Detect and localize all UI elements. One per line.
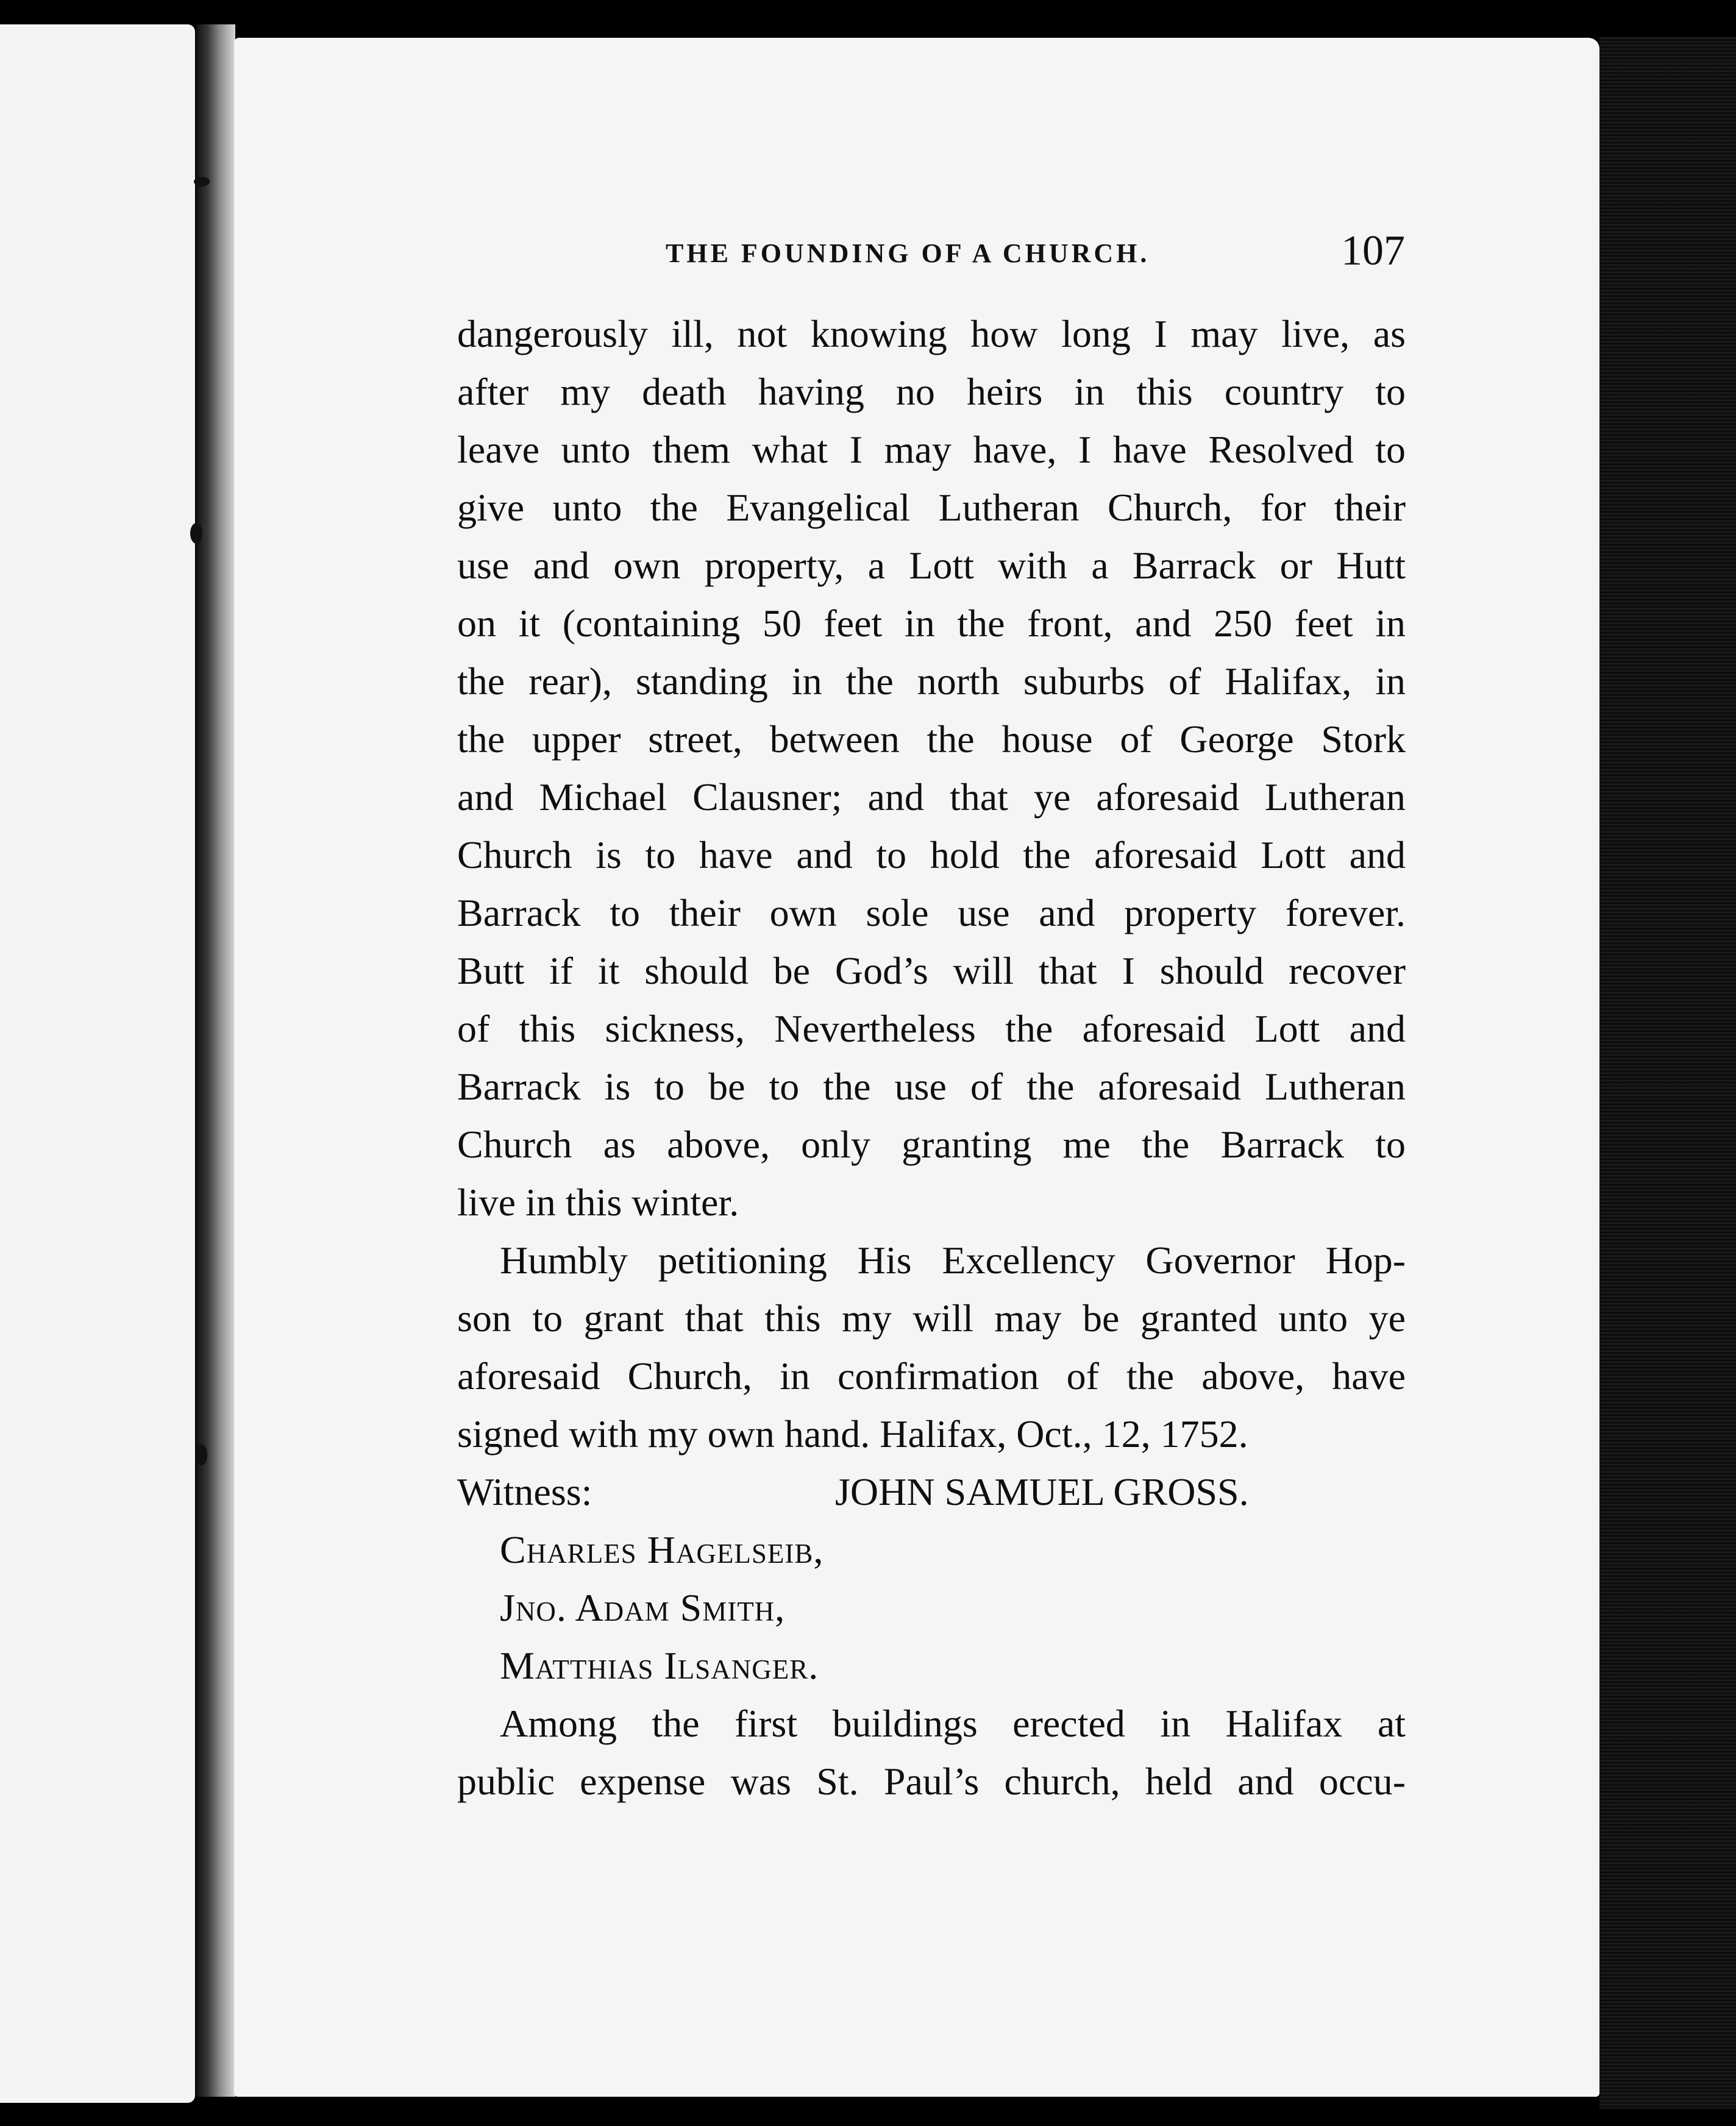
text-line: leave unto them what I may have, I have Resolved to <box>457 428 1406 471</box>
book-gutter <box>196 24 235 2097</box>
text-line: give unto the Evangelical Lutheran Church, for their <box>457 486 1406 529</box>
text-line: of this sickness, Nevertheless the aforesaid Lott and <box>457 1007 1406 1050</box>
text-line: Church as above, only granting me the Barrack to <box>457 1123 1406 1166</box>
text-line: live in this winter. <box>457 1181 739 1224</box>
witness-name: Charles Hagelseib, <box>500 1528 824 1571</box>
scan-blemish <box>190 523 202 544</box>
book-cover-edge <box>1599 37 1736 2109</box>
witness-name: Jno. Adam Smith, <box>500 1586 786 1629</box>
scan-blemish <box>196 1445 207 1465</box>
paragraph-st-pauls <box>457 1694 1406 1810</box>
witness-label: Witness: <box>457 1470 592 1513</box>
text-line: after my death having no heirs in this country to <box>457 370 1406 413</box>
text-line: Barrack is to be to the use of the aforesaid Lutheran <box>457 1065 1406 1108</box>
left-page-edge <box>0 24 195 2103</box>
text-line: use and own property, a Lott with a Barrack or Hutt <box>457 544 1406 587</box>
page-number: 107 <box>1341 227 1405 274</box>
text-line: Barrack to their own sole use and property forever. <box>457 891 1406 934</box>
paragraph-petition <box>457 1231 1406 1463</box>
text-line: son to grant that this my will may be granted unto ye <box>457 1296 1406 1340</box>
text-line: public expense was St. Paul’s church, held and occu- <box>457 1760 1406 1803</box>
text-line: Church is to have and to hold the aforesaid Lott and <box>457 833 1406 876</box>
scan-blemish <box>194 177 210 187</box>
witness-line <box>457 1463 1406 1521</box>
text-line: on it (containing 50 feet in the front, and 250 feet in <box>457 602 1406 645</box>
text-line: dangerously ill, not knowing how long I may live, as <box>457 312 1406 355</box>
text-line: Butt if it should be God’s will that I should recover <box>457 949 1406 992</box>
testator-signature: JOHN SAMUEL GROSS. <box>835 1470 1249 1513</box>
running-header: THE FOUNDING OF A CHURCH. <box>666 238 1150 268</box>
text-line: the rear), standing in the north suburbs of Halifax, in <box>457 659 1406 703</box>
witness-list <box>457 1521 1406 1694</box>
text-line: signed with my own hand. Halifax, Oct., 12, 1752. <box>457 1412 1248 1456</box>
text-line: Humbly petitioning His Excellency Governor Hop- <box>500 1239 1406 1282</box>
page-body <box>457 305 1406 1810</box>
witness-name: Matthias Ilsanger. <box>500 1644 819 1687</box>
text-line: the upper street, between the house of George Stork <box>457 717 1406 761</box>
text-line: and Michael Clausner; and that ye aforesaid Lutheran <box>457 775 1406 819</box>
text-line: aforesaid Church, in confirmation of the above, have <box>457 1354 1406 1398</box>
paragraph-will-text <box>457 305 1406 1231</box>
text-line: Among the first buildings erected in Halifax at <box>500 1702 1406 1745</box>
